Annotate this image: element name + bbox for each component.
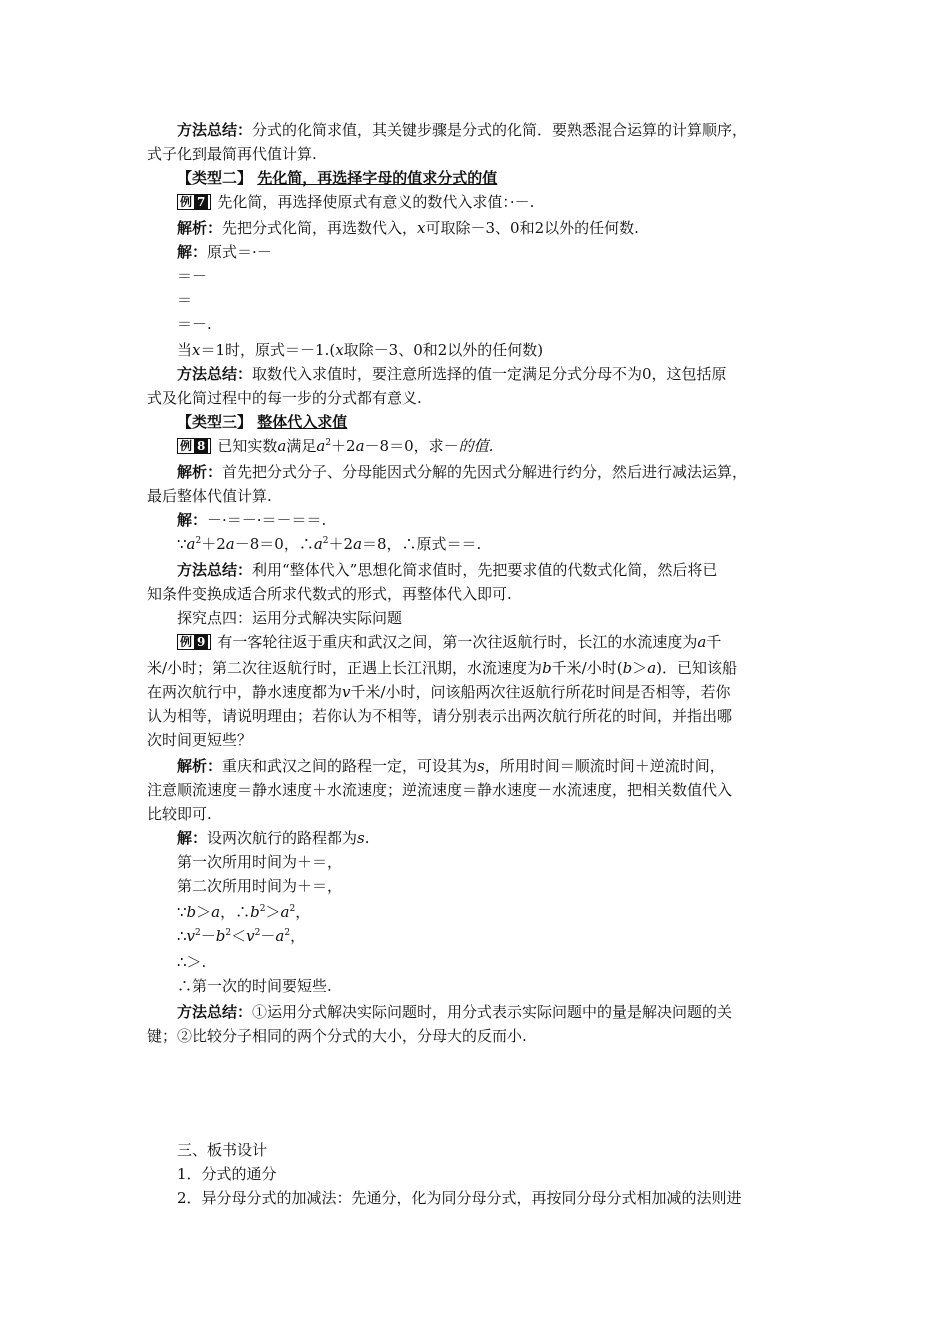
text-line: ＝－. — [177, 315, 212, 333]
text-line: $\therefore v^2-b^2<v^2-a^2$， — [177, 927, 306, 945]
text-line: 最后整体代值计算. — [147, 487, 272, 505]
text-line: ∵b＞a，$\therefore b^2>a^2$， — [177, 903, 311, 921]
method-summary-4: 方法总结：①运用分式解决实际问题时，用分式表示实际问题中的量是解决问题的关 — [177, 1003, 733, 1021]
text-line: 注意顺流速度＝静水速度＋水流速度；逆流速度＝静水速度－水流速度，把相关数值代入 — [147, 781, 733, 799]
board-design-heading: 三、板书设计 — [177, 1141, 268, 1159]
text-line: 式及化简过程中的每一步的分式都有意义. — [147, 389, 422, 407]
text-line: 第二次所用时间为＋＝， — [177, 877, 343, 895]
text-line: 在两次航行中，静水速度都为v千米/小时，问该船两次往返航行所花时间是否相等，若你 — [147, 683, 731, 701]
text-line: 知条件变换成适合所求代数式的形式，再整体代入即可. — [147, 585, 512, 603]
analysis-line: 解析：重庆和武汉之间的路程一定，可设其为s，所用时间＝顺流时间＋逆流时间， — [177, 757, 725, 775]
analysis-line: 解析：首先把分式分子、分母能因式分解的先因式分解进行约分，然后进行减法运算， — [177, 463, 748, 481]
text: 分式的化简求值，其关键步骤是分式的化简．要熟悉混合运算的计算顺序， — [252, 121, 748, 139]
solution-line: 解：原式＝·－ — [177, 243, 272, 261]
text-line: ＝－ — [177, 267, 208, 285]
method-summary-1: 方法总结：分式的化简求值，其关键步骤是分式的化简．要熟悉混合运算的计算顺序， — [177, 121, 748, 139]
text-line: $\because a^2+2a-8=0$，$\therefore a^2+2a=8$，∴原式＝＝. — [177, 535, 482, 553]
board-item-2: 2．异分母分式的加减法：先通分，化为同分母分式，再按同分母分式相加减的法则进 — [177, 1189, 742, 1207]
example-badge: 例 9 — [177, 634, 211, 650]
text-line: 第一次所用时间为＋＝， — [177, 853, 343, 871]
example-9: 例 9 有一客轮往返于重庆和武汉之间，第一次往返航行时，长江的水流速度为a千 — [177, 630, 721, 654]
section-heading: 探究点四：运用分式解决实际问题 — [177, 609, 403, 627]
example-badge: 例 8 — [177, 438, 211, 454]
text-line: 次时间更短些？ — [147, 731, 253, 749]
text-line: 当x＝1时，原式＝－1.(x取除－3、0和2以外的任何数) — [177, 341, 544, 359]
method-summary-2: 方法总结：取数代入求值时，要注意所选择的值一定满足分式分母不为0，这包括原 — [177, 365, 727, 383]
solution-line: 解：设两次航行的路程都为s. — [177, 829, 370, 847]
text-line: 键；②比较分子相同的两个分式的大小，分母大的反而小. — [147, 1027, 527, 1045]
text-line: 认为相等，请说明理由；若你认为不相等，请分别表示出两次航行所花的时间，并指出哪 — [147, 707, 733, 725]
text-line: 比较即可. — [147, 805, 212, 823]
board-item-1: 1．分式的通分 — [177, 1165, 277, 1183]
text-line: ∴＞. — [177, 953, 207, 971]
text-line: 式子化到最简再代值计算. — [147, 145, 317, 163]
text-line: ∴第一次的时间要短些. — [177, 977, 332, 995]
method-summary-3: 方法总结：利用“整体代入”思想化简求值时，先把要求值的代数式化简，然后将已 — [177, 561, 718, 579]
analysis-line: 解析：先把分式化简，再选数代入，x可取除－3、0和2以外的任何数. — [177, 219, 639, 237]
solution-line: 解：－·＝－·＝－＝＝. — [177, 511, 327, 529]
text-line: ＝ — [177, 291, 193, 309]
example-7: 例 7 先化简，再选择使原式有意义的数代入求值：·－. — [177, 190, 534, 214]
type-heading-3: 【类型三】 整体代入求值 — [177, 413, 348, 431]
example-8: 例 8 已知实数a满足$a^2+2a-8=0$，求－的值. — [177, 434, 493, 458]
text-line: 米/小时；第二次往返航行时，正遇上长江汛期，水流速度为b千米/小时(b＞a)．已知该船 — [147, 659, 738, 677]
example-badge: 例 7 — [177, 194, 211, 210]
type-heading-2: 【类型二】 先化简，再选择字母的值求分式的值 — [177, 169, 498, 187]
